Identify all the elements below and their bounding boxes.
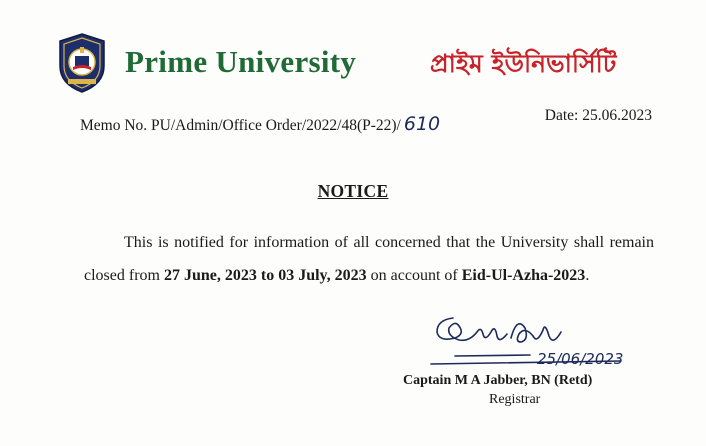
university-logo-icon [56, 32, 108, 94]
notice-text-part-2: on account of [366, 267, 462, 284]
notice-text-part-3: . [585, 267, 590, 284]
memo-handwritten-number: 610 [403, 113, 441, 135]
signature-handwritten-date: 25/06/2023 [537, 350, 624, 368]
memo-date: Date: 25.06.2023 [544, 107, 652, 124]
signature-icon [425, 306, 635, 378]
notice-title: NOTICE [317, 181, 389, 201]
notice-text-part-1: This is notified for information of all concerned that the University shall remain closed from [84, 234, 654, 284]
notice-dates: 27 June, 2023 to 03 July, 2023 [163, 267, 367, 284]
notice-occasion: Eid-Ul-Azha-2023 [461, 267, 586, 284]
memo-label: Memo No. PU/Admin/Office Order/2022/48(P-22)/ [80, 117, 401, 134]
signatory-designation: Registrar [489, 392, 541, 407]
memo-line [80, 113, 440, 135]
notice-body [84, 226, 654, 292]
university-name-bangla: প্রাইম ইউনিভার্সিটি [430, 49, 617, 78]
signatory-name: Captain M A Jabber, BN (Retd) [403, 373, 593, 388]
university-name-english: Prime University [125, 44, 357, 79]
